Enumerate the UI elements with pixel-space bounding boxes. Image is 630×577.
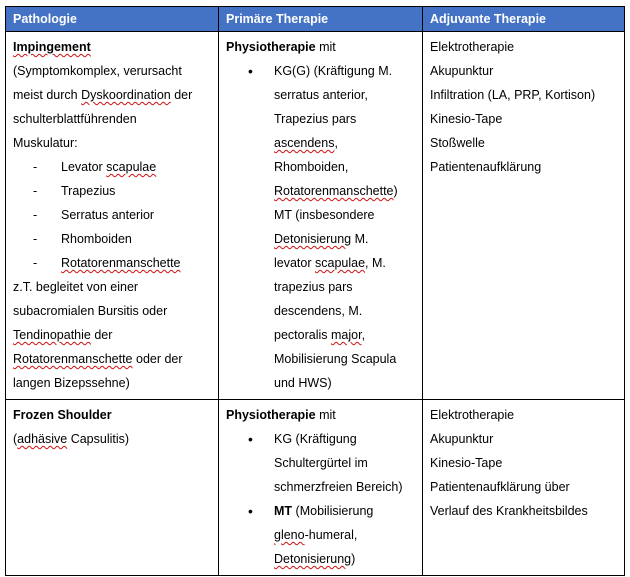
primary-lead: Physiotherapie mit — [226, 408, 336, 422]
pathology-title: Frozen Shoulder — [13, 408, 112, 422]
pathology-text: (Symptomkomplex, verursacht — [13, 64, 182, 78]
adjuvant-therapy-cell — [423, 400, 625, 576]
primary-lead: Physiotherapie mit — [226, 40, 336, 54]
pathology-text: Rotatorenmanschette oder der — [13, 352, 183, 366]
header-adjuvante-therapie: Adjuvante Therapie — [423, 7, 625, 32]
pathology-text: subacromialen Bursitis oder — [13, 304, 168, 318]
adjuvant-item: Akupunktur — [430, 64, 494, 78]
list-item: - Serratus anterior — [33, 203, 211, 227]
adjuvant-item: Infiltration (LA, PRP, Kortison) — [430, 88, 596, 102]
primary-therapy-cell — [219, 400, 423, 576]
list-item: • KG (Kräftigung Schultergürtel im schmerzfreien Bereich) — [248, 427, 415, 499]
list-item: • KG(G) (Kräftigung M. serratus anterior, Trapezius pars ascendens, Rhomboiden, Rotatorenmanschette) — [248, 59, 415, 203]
pathology-text: schulterblattführenden — [13, 112, 137, 126]
adjuvant-item: Kinesio-Tape — [430, 456, 503, 470]
adjuvant-item: Kinesio-Tape — [430, 112, 503, 126]
header-row — [6, 7, 625, 32]
table-row — [6, 32, 625, 400]
adjuvant-item: Patientenaufklärung — [430, 160, 542, 174]
header-primaere-therapie: Primäre Therapie — [219, 7, 423, 32]
list-item: - Rotatorenmanschette — [33, 251, 211, 275]
pathology-text: langen Bizepssehne) — [13, 376, 130, 390]
adjuvant-item: Akupunktur — [430, 432, 494, 446]
list-item: - Levator scapulae — [33, 155, 211, 179]
list-item: - Rhomboiden — [33, 227, 211, 251]
table-row — [6, 400, 625, 576]
list-item: - Trapezius — [33, 179, 211, 203]
adjuvant-item: Elektrotherapie — [430, 40, 515, 54]
pathology-text: Muskulatur: — [13, 136, 78, 150]
adjuvant-item: Verlauf des Krankheitsbildes — [430, 504, 588, 518]
bullet-list — [226, 427, 415, 571]
adjuvant-item: Patientenaufklärung über — [430, 480, 570, 494]
adjuvant-item: Elektrotherapie — [430, 408, 515, 422]
pathology-title: Impingement — [13, 40, 91, 54]
pathology-text: meist durch Dyskoordination der — [13, 88, 193, 102]
adjuvant-therapy-cell — [423, 32, 625, 400]
muscle-list — [13, 155, 211, 275]
primary-therapy-cell — [219, 32, 423, 400]
pathology-cell — [6, 32, 219, 400]
pathology-text: Tendinopathie der — [13, 328, 113, 342]
pathology-text: z.T. begleitet von einer — [13, 280, 139, 294]
bullet-list — [226, 59, 415, 203]
pathology-cell — [6, 400, 219, 576]
adjuvant-item: Stoßwelle — [430, 136, 485, 150]
list-item: • MT (Mobilisierung gleno-humeral, Detonisierung) — [248, 499, 415, 571]
header-pathologie: Pathologie — [6, 7, 219, 32]
pathology-text: (adhäsive Capsulitis) — [13, 432, 130, 446]
therapy-table — [5, 6, 625, 576]
mt-text: MT (insbesondere Detonisierung M. levator scapulae, M. trapezius pars descendens, M. pectoralis major, Mobilisierung Scapula und HWS) — [274, 208, 397, 390]
